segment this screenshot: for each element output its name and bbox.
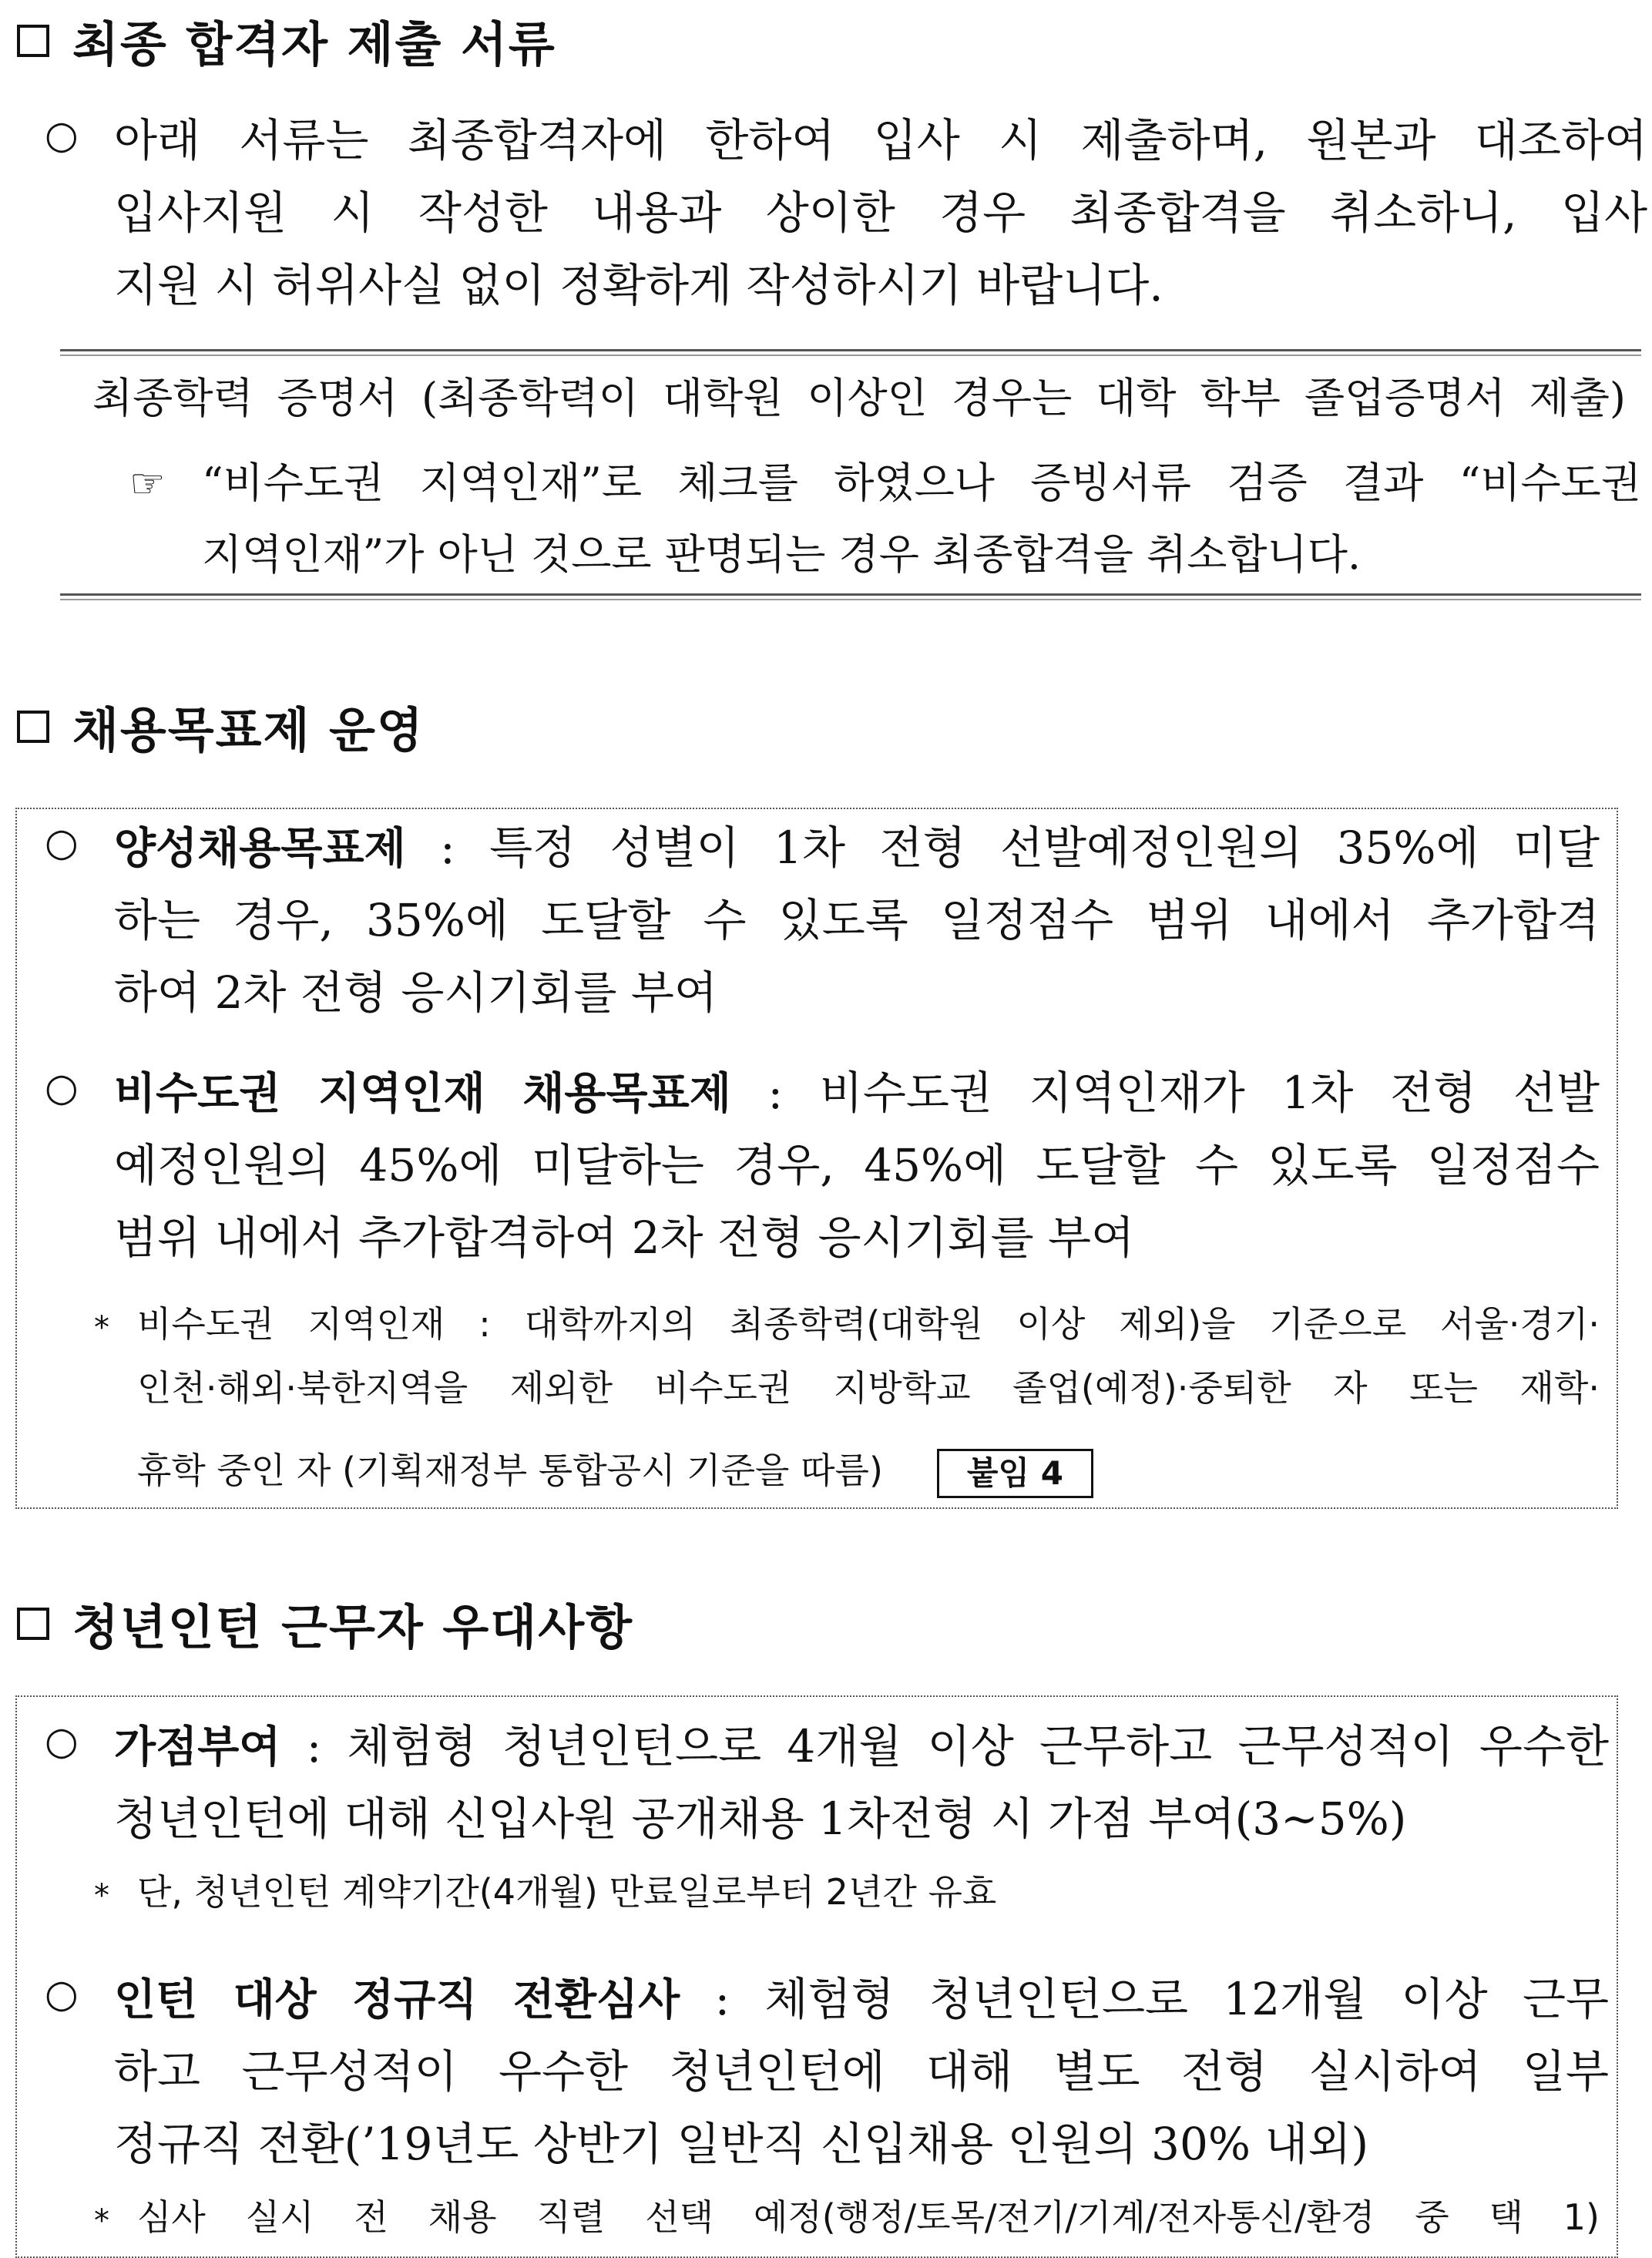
attachment-tag: 붙임 4 <box>937 1449 1093 1498</box>
box-bottom-rule <box>60 593 1641 600</box>
bullet-icon: ○ <box>45 820 79 865</box>
checkbox-icon <box>17 25 49 57</box>
item-line <box>114 1710 1609 1784</box>
document-box-title: 최종학력 증명서 (최종학력이 대학원 이상인 경우는 대학 학부 졸업증명서 제출) <box>92 374 1626 422</box>
checkbox-icon <box>17 1608 49 1640</box>
paragraph-line: 입사지원 시 작성한 내용과 상이한 경우 최종합격을 취소하니, 입사 <box>114 186 1647 239</box>
item-text: : 비수도권 지역인재가 1차 전형 선발 <box>730 1067 1600 1119</box>
section-heading-target-system <box>17 692 425 761</box>
note-line: 단, 청년인턴 계약기간(4개월) 만료일로부터 2년간 유효 <box>137 1871 997 1913</box>
item-line: 하여 2차 전형 응시기회를 부여 <box>114 966 717 1019</box>
note-line: 비수도권 지역인재 : 대학까지의 최종학력(대학원 이상 제외)을 기준으로 서울·경기· <box>137 1303 1600 1345</box>
item-title: 인턴 대상 정규직 전환심사 <box>114 1975 680 2025</box>
asterisk-icon: * <box>94 1878 109 1914</box>
bullet-icon: ○ <box>45 113 79 157</box>
heading-text: 최종 합격자 제출 서류 <box>72 16 556 72</box>
item-text: : 특정 성별이 1차 전형 선발예정인원의 35%에 미달 <box>405 822 1600 874</box>
item-title: 양성채용목표제 <box>114 824 406 874</box>
paragraph-line: 지원 시 허위사실 없이 정확하게 작성하시기 바랍니다. <box>114 259 1163 311</box>
item-line: 하고 근무성적이 우수한 청년인턴에 대해 별도 전형 실시하여 일부 <box>114 2045 1609 2098</box>
checkbox-icon <box>17 711 49 743</box>
item-title: 가점부여 <box>114 1722 281 1772</box>
bullet-icon: ○ <box>45 1971 79 2016</box>
pointing-hand-icon: ☞ <box>129 461 166 507</box>
item-line: 정규직 전환(’19년도 상반기 일반직 신입채용 인원의 30% 내외) <box>114 2118 1369 2170</box>
item-line <box>114 1963 1609 2037</box>
asterisk-icon: * <box>94 2203 109 2239</box>
bullet-icon: ○ <box>45 1065 79 1110</box>
item-text: : 체험형 청년인턴으로 4개월 이상 근무하고 근무성적이 우수한 <box>280 1720 1609 1772</box>
note-line: 심사 실시 전 채용 직렬 선택 예정(행정/토목/전기/기계/전자통신/환경 중 택 1) <box>137 2196 1600 2238</box>
item-text: : 체험형 청년인턴으로 12개월 이상 근무 <box>680 1973 1609 2025</box>
box-top-rule <box>60 349 1641 356</box>
item-line <box>114 811 1600 885</box>
note-line <box>137 1440 1600 1501</box>
heading-text: 청년인턴 근무자 우대사항 <box>72 1599 633 1655</box>
note-line: 인천·해외·북한지역을 제외한 비수도권 지방학교 졸업(예정)·중퇴한 자 또는 재학· <box>137 1367 1600 1409</box>
box-note-line: “비수도권 지역인재”로 체크를 하였으나 증빙서류 검증 결과 “비수도권 <box>202 459 1641 507</box>
item-line: 청년인턴에 대해 신입사원 공개채용 1차전형 시 가점 부여(3~5%) <box>114 1793 1407 1845</box>
asterisk-icon: * <box>94 1310 109 1346</box>
item-line: 예정인원의 45%에 미달하는 경우, 45%에 도달할 수 있도록 일정점수 <box>114 1139 1600 1191</box>
item-line: 범위 내에서 추가합격하여 2차 전형 응시기회를 부여 <box>114 1211 1135 1264</box>
item-line: 하는 경우, 35%에 도달할 수 있도록 일정점수 범위 내에서 추가합격 <box>114 894 1600 946</box>
bullet-icon: ○ <box>45 1719 79 1763</box>
section-heading-intern-preference <box>17 1589 633 1658</box>
paragraph-line: 아래 서류는 최종합격자에 한하여 입사 시 제출하며, 원본과 대조하여 <box>114 114 1647 166</box>
note-text: 휴학 중인 자 (기획재정부 통합공시 기준을 따름) <box>137 1450 883 1491</box>
section-heading-final-documents <box>17 6 556 75</box>
heading-text: 채용목표제 운영 <box>72 702 425 758</box>
box-note-line: 지역인재”가 아닌 것으로 판명되는 경우 최종합격을 취소합니다. <box>202 530 1362 579</box>
item-line <box>114 1057 1600 1131</box>
item-title: 비수도권 지역인재 채용목표제 <box>114 1069 731 1119</box>
